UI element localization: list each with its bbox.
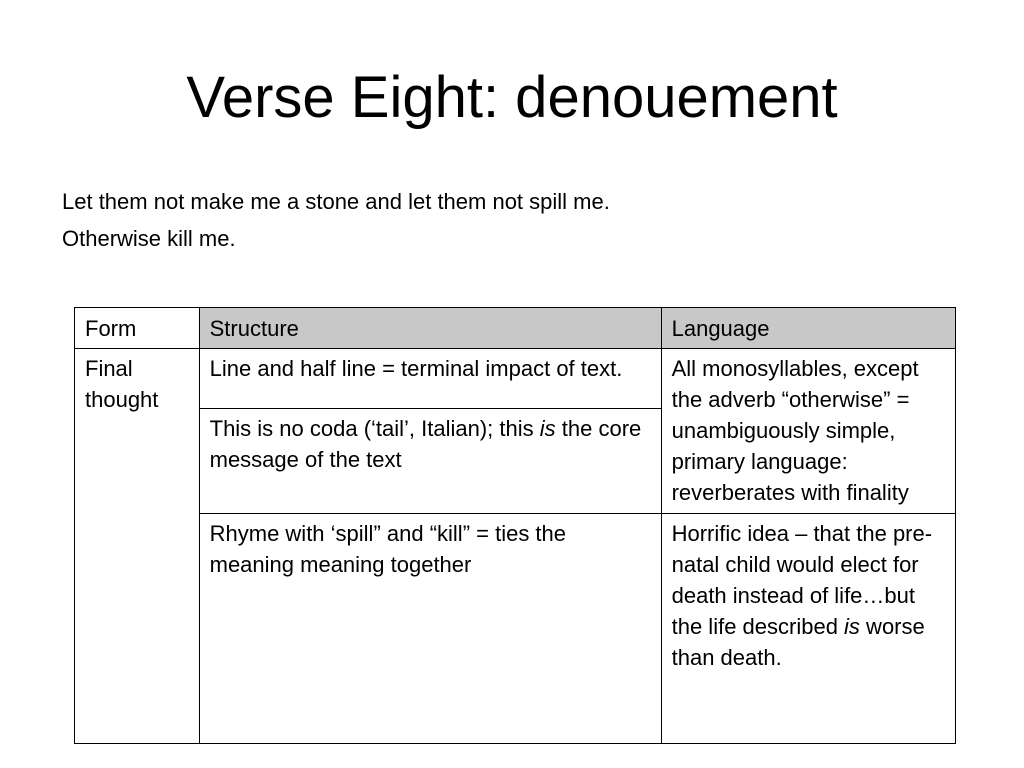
structure-cell	[199, 408, 661, 513]
poem-line: Otherwise kill me.	[62, 226, 236, 251]
structure-text: This is no coda (‘tail’, Italian); this	[209, 415, 540, 441]
emphasis-text: is	[844, 614, 860, 639]
table-row	[75, 349, 956, 409]
header-form: Form	[75, 308, 200, 349]
analysis-table	[74, 307, 956, 744]
header-structure: Structure	[199, 308, 661, 349]
poem-quotation	[62, 183, 610, 257]
table-row	[75, 514, 956, 744]
slide-title: Verse Eight: denouement	[186, 65, 838, 130]
poem-line: Let them not make me a stone and let them not spill me.	[62, 189, 610, 214]
form-cell: Final thought	[75, 349, 200, 744]
language-text: Horrific idea – that the pre-natal child would elect for death instead of life…but the life described	[671, 521, 933, 639]
language-text: worse than death.	[671, 614, 925, 670]
structure-text: the core message of the text	[209, 415, 642, 472]
language-cell	[661, 514, 955, 744]
structure-cell: Line and half line = terminal impact of text.	[199, 349, 661, 409]
language-cell: All monosyllables, except the adverb “otherwise” = unambiguously simple, primary language: reverberates with finality	[661, 349, 955, 514]
header-language: Language	[661, 308, 955, 349]
structure-cell: Rhyme with ‘spill” and “kill” = ties the meaning meaning together	[199, 514, 661, 744]
emphasis-text: is	[539, 415, 556, 441]
table-header-row	[75, 308, 956, 349]
